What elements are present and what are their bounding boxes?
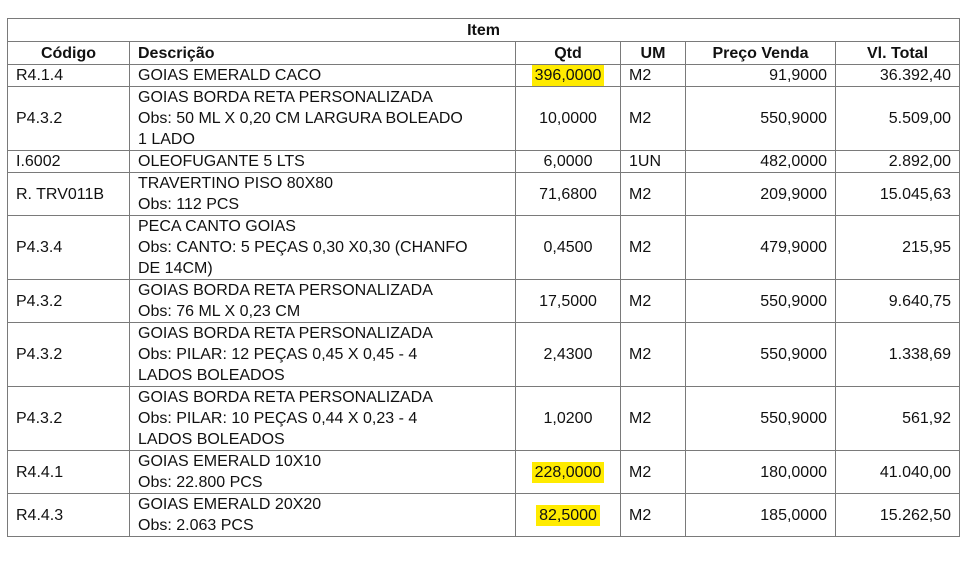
description-line: DE 14CM) [138,260,213,277]
header-um: UM [621,42,686,65]
description-line: GOIAS EMERALD CACO [138,67,322,84]
description-line: Obs: 50 ML X 0,20 CM LARGURA BOLEADO [138,110,463,127]
cell-descricao [130,87,516,151]
cell-preco-venda: 550,9000 [686,387,836,451]
description-line: GOIAS EMERALD 20X20 [138,496,322,513]
cell-descricao [130,323,516,387]
cell-qtd [516,323,621,387]
cell-vl-total: 2.892,00 [836,151,960,173]
cell-vl-total: 36.392,40 [836,65,960,87]
cell-vl-total: 15.262,50 [836,494,960,537]
table-row [8,216,960,280]
description-line: LADOS BOLEADOS [138,431,285,448]
items-table [7,18,960,537]
cell-um: 1UN [621,151,686,173]
qtd-value: 396,0000 [532,65,605,86]
cell-qtd [516,151,621,173]
table-row [8,87,960,151]
header-codigo: Código [8,42,130,65]
description-line: 1 LADO [138,131,195,148]
cell-qtd [516,494,621,537]
description-line: Obs: 112 PCS [138,196,240,213]
qtd-value: 10,0000 [539,110,597,127]
cell-descricao [130,173,516,216]
description-line: Obs: PILAR: 10 PEÇAS 0,44 X 0,23 - 4 [138,410,418,427]
cell-descricao [130,387,516,451]
cell-preco-venda: 185,0000 [686,494,836,537]
cell-qtd [516,173,621,216]
description-line: Obs: CANTO: 5 PEÇAS 0,30 X0,30 (CHANFO [138,239,468,256]
description-line: Obs: PILAR: 12 PEÇAS 0,45 X 0,45 - 4 [138,346,418,363]
table-row [8,65,960,87]
cell-vl-total: 15.045,63 [836,173,960,216]
cell-descricao [130,451,516,494]
cell-preco-venda: 482,0000 [686,151,836,173]
description-line: OLEOFUGANTE 5 LTS [138,153,305,170]
cell-vl-total: 9.640,75 [836,280,960,323]
cell-qtd [516,451,621,494]
cell-qtd [516,280,621,323]
qtd-value: 228,0000 [532,462,605,483]
cell-qtd [516,216,621,280]
cell-codigo: P4.3.2 [8,387,130,451]
qtd-value: 1,0200 [543,410,593,427]
cell-codigo: R4.4.1 [8,451,130,494]
cell-codigo: P4.3.4 [8,216,130,280]
cell-preco-venda: 550,9000 [686,323,836,387]
cell-vl-total: 1.338,69 [836,323,960,387]
qtd-value: 0,4500 [543,239,593,256]
cell-descricao [130,151,516,173]
header-preco-venda: Preço Venda [686,42,836,65]
description-line: TRAVERTINO PISO 80X80 [138,175,334,192]
cell-descricao [130,280,516,323]
cell-codigo: P4.3.2 [8,280,130,323]
description-line: Obs: 22.800 PCS [138,474,263,491]
cell-vl-total: 5.509,00 [836,87,960,151]
cell-qtd [516,387,621,451]
cell-codigo: R4.1.4 [8,65,130,87]
qtd-value: 82,5000 [536,505,600,526]
cell-um: M2 [621,87,686,151]
cell-codigo: R. TRV011B [8,173,130,216]
description-line: LADOS BOLEADOS [138,367,285,384]
description-line: GOIAS BORDA RETA PERSONALIZADA [138,325,433,342]
cell-preco-venda: 209,9000 [686,173,836,216]
cell-qtd [516,87,621,151]
cell-codigo: R4.4.3 [8,494,130,537]
cell-preco-venda: 91,9000 [686,65,836,87]
table-row [8,280,960,323]
cell-codigo: P4.3.2 [8,87,130,151]
cell-codigo: I.6002 [8,151,130,173]
description-line: Obs: 76 ML X 0,23 CM [138,303,301,320]
description-line: GOIAS EMERALD 10X10 [138,453,322,470]
cell-preco-venda: 550,9000 [686,280,836,323]
qtd-value: 2,4300 [543,346,593,363]
description-line: PECA CANTO GOIAS [138,218,296,235]
qtd-value: 6,0000 [543,153,593,170]
cell-um: M2 [621,216,686,280]
cell-codigo: P4.3.2 [8,323,130,387]
table-row [8,451,960,494]
cell-preco-venda: 479,9000 [686,216,836,280]
description-line: GOIAS BORDA RETA PERSONALIZADA [138,389,433,406]
cell-vl-total: 561,92 [836,387,960,451]
cell-vl-total: 215,95 [836,216,960,280]
cell-um: M2 [621,494,686,537]
cell-um: M2 [621,173,686,216]
cell-descricao [130,216,516,280]
cell-um: M2 [621,280,686,323]
qtd-value: 17,5000 [539,292,597,310]
cell-um: M2 [621,387,686,451]
qtd-value: 71,6800 [539,185,597,203]
table-row [8,387,960,451]
table-row [8,323,960,387]
cell-preco-venda: 550,9000 [686,87,836,151]
cell-um: M2 [621,451,686,494]
header-descricao: Descrição [130,42,516,65]
cell-qtd [516,65,621,87]
table-row [8,494,960,537]
table-row [8,173,960,216]
cell-um: M2 [621,323,686,387]
cell-preco-venda: 180,0000 [686,451,836,494]
description-line: GOIAS BORDA RETA PERSONALIZADA [138,89,433,106]
header-qtd: Qtd [516,42,621,65]
cell-um: M2 [621,65,686,87]
cell-vl-total: 41.040,00 [836,451,960,494]
header-vl-total: Vl. Total [836,42,960,65]
description-line: GOIAS BORDA RETA PERSONALIZADA [138,282,433,299]
description-line: Obs: 2.063 PCS [138,517,254,534]
cell-descricao [130,65,516,87]
cell-descricao [130,494,516,537]
table-title: Item [8,19,960,42]
table-row [8,151,960,173]
